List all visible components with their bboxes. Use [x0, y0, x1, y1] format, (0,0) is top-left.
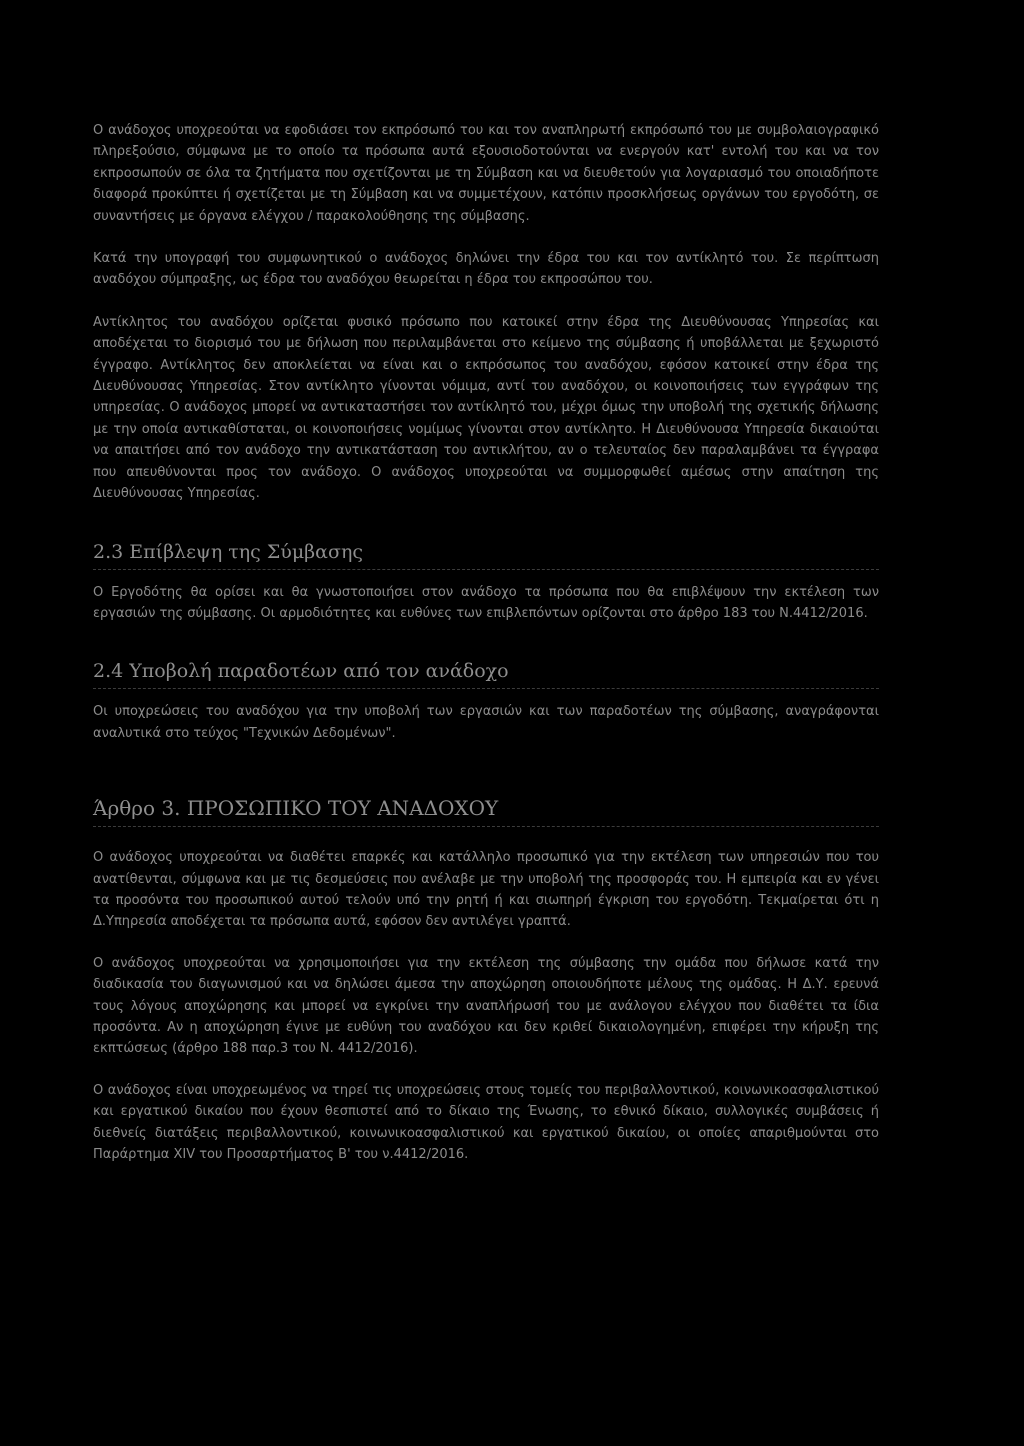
paragraph-personnel-team: Ο ανάδοχος υποχρεούται να χρησιμοποιήσει για την εκτέλεση της σύμβασης την ομάδα που δήλωσε κατά την διαδικασία του διαγωνισμού και να δηλώσει άμεσα την αποχώρηση οποιουδήποτε μέλους της ομάδας. Η Δ.Υ. ερευνά τους λόγους αποχώρησης και μπορεί να εγκρίνει την αναπλήρωσή του με ανάλογου ελέγχου που διαθέτει τα ίδια προσόντα. Αν η αποχώρηση έγινε με ευθύνη του αναδόχου και δεν κριθεί δικαιολογημένη, επιφέρει την κήρυξη της εκπτώσεως (άρθρο 188 παρ.3 του Ν. 4412/2016).	[93, 955, 879, 1057]
paragraph-personnel-adequacy: Ο ανάδοχος υποχρεούται να διαθέτει επαρκές και κατάλληλο προσωπικό για την εκτέλεση των υπηρεσιών που του ανατίθενται, σύμφωνα και με τις δεσμεύσεις που ανέλαβε με την υποβολή της προσφοράς του. Η εμπειρία και εν γένει τα προσόντα του προσωπικού αυτού τελούν υπό την ρητή ή και σιωπηρή έγκριση του εργοδότη. Τεκμαίρεται ότι η Δ.Υπηρεσία αποδέχεται τα πρόσωπα αυτά, εφόσον δεν αντιλέγει γραπτά.	[93, 850, 879, 930]
article-heading-contractor-personnel: Άρθρο 3. ΠΡΟΣΩΠΙΚΟ ΤΟΥ ΑΝΑΔΟΧΟΥ	[93, 794, 879, 827]
scan-corner-mark	[970, 8, 1010, 22]
paragraph-contractor-seat: Κατά την υπογραφή του συμφωνητικού ο ανάδοχος δηλώνει την έδρα του και τον αντίκλητό του. Σε περίπτωση αναδόχου σύμπραξης, ως έδρα του αναδόχου θεωρείται η έδρα του εκπροσώπου του.	[93, 251, 879, 288]
paragraph-contractor-agent: Αντίκλητος του αναδόχου ορίζεται φυσικό πρόσωπο που κατοικεί στην έδρα της Διευθύνουσας Υπηρεσίας και αποδέχεται το διορισμό του με δήλωση που περιλαμβάνεται στο κείμενο της σύμβασης ή υποβάλλεται με ξεχωριστό έγγραφο. Αντίκλητος δεν αποκλείεται να είναι και ο εκπρόσωπος του αναδόχου, εφόσον κατοικεί στην έδρα της Διευθύνουσας Υπηρεσίας. Στον αντίκλητο γίνονται νόμιμα, αντί του αναδόχου, οι κοινοποιήσεις των εγγράφων της υπηρεσίας. Ο ανάδοχος μπορεί να αντικαταστήσει τον αντίκλητό του, μέχρι όμως την υποβολή της σχετικής δήλωσης με την οποία αντικαθίσταται, οι κοινοποιήσεις νομίμως γίνονται στον αντίκλητο. Η Διευθύνουσα Υπηρεσία δικαιούται να απαιτήσει από τον ανάδοχο την αντικατάσταση του αντικλήτου, αν ο τελευταίος δεν παραλαμβάνει τα έγγραφα που απευθύνονται προς τον ανάδοχο. Ο ανάδοχος υποχρεούται να συμμορφωθεί αμέσως στην απαίτηση της Διευθύνουσας Υπηρεσίας.	[93, 314, 879, 502]
paragraph-representative-power-of-attorney: Ο ανάδοχος υποχρεούται να εφοδιάσει τον εκπρόσωπό του και τον αναπληρωτή εκπρόσωπό του με συμβολαιογραφικό πληρεξούσιο, σύμφωνα με το οποίο τα πρόσωπα αυτά εξουσιοδοτούνται να ενεργούν κατ' εντολή του και να τον εκπροσωπούν σε όλα τα ζητήματα που σχετίζονται με τη Σύμβαση και να διευθετούν για λογαριασμό του οποιαδήποτε διαφορά προκύπτει ή σχετίζεται με τη Σύμβαση και να συμμετέχουν, κατόπιν προσκλήσεως οργάνων του εργοδότη, σε συναντήσεις με όργανα ελέγχου / παρακολούθησης της σύμβασης.	[93, 123, 879, 224]
section-heading-contract-supervision: 2.3 Επίβλεψη της Σύμβασης	[93, 539, 879, 570]
paragraph-deliverables-submission: Οι υποχρεώσεις του αναδόχου για την υποβολή των εργασιών και των παραδοτέων της σύμβασης, αναγράφονται αναλυτικά στο τεύχος "Τεχνικών Δεδομένων".	[93, 704, 879, 741]
paragraph-personnel-obligations: Ο ανάδοχος είναι υποχρεωμένος να τηρεί τις υποχρεώσεις στους τομείς του περιβαλλοντικού, κοινωνικοασφαλιστικού και εργατικού δικαίου που έχουν θεσπιστεί από το δίκαιο της Ένωσης, το εθνικό δίκαιο, συλλογικές συμβάσεις ή διεθνείς διατάξεις περιβαλλοντικού, κοινωνικοασφαλιστικού και εργατικού δικαίου, οι οποίες απαριθμούνται στο Παράρτημα XIV του Προσαρτήματος Β' του ν.4412/2016.	[93, 1082, 879, 1162]
paragraph-contract-supervision: Ο Εργοδότης θα ορίσει και θα γνωστοποιήσει στον ανάδοχο τα πρόσωπα που θα επιβλέψουν την εκτέλεση των εργασιών της σύμβασης. Οι αρμοδιότητες και ευθύνες των επιβλεπόντων ορίζονται στο άρθρο 183 του Ν.4412/2016.	[93, 584, 879, 621]
section-heading-deliverables-submission: 2.4 Υποβολή παραδοτέων από τον ανάδοχο	[93, 658, 879, 689]
document-content	[93, 120, 879, 1165]
